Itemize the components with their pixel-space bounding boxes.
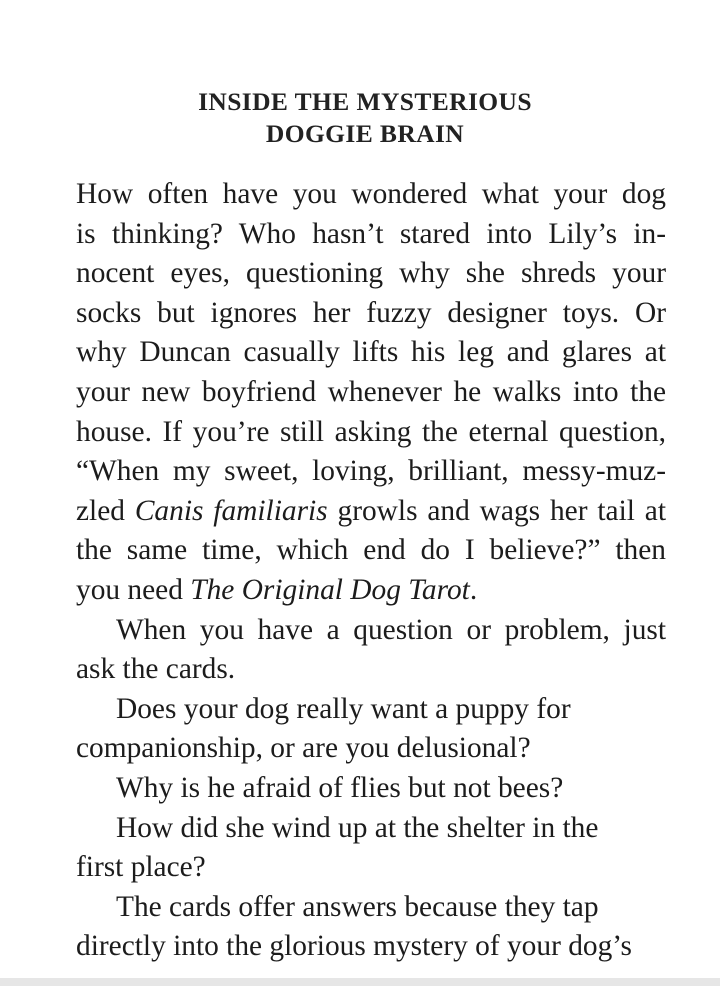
paragraph-2: [76, 611, 666, 651]
text-line: Does your dog really want a puppy for: [116, 692, 571, 725]
paragraph-3-cont: [76, 729, 666, 769]
text-line: companionship, or are you delusional?: [76, 732, 531, 765]
text-segment: growls and wags her tail at: [327, 494, 666, 527]
paragraph-1: [76, 175, 666, 611]
text-line: nocent eyes, questioning why she shreds your: [76, 257, 666, 290]
text-line: Why is he afraid of flies but not bees?: [116, 771, 564, 804]
paragraph-6-cont: [76, 927, 666, 967]
text-line: “When my sweet, loving, brilliant, messy-muz-: [76, 455, 666, 488]
text-line: directly into the glorious mystery of your dog’s: [76, 930, 632, 963]
text-line: How often have you wondered what your dog: [76, 178, 666, 210]
page-bottom-edge: [0, 978, 720, 986]
paragraph-5-cont: [76, 848, 666, 888]
text-line: is thinking? Who hasn’t stared into Lily’s in-: [76, 217, 666, 250]
text-line: [76, 492, 666, 532]
paragraph-5: [76, 809, 666, 849]
paragraph-4: [76, 769, 666, 809]
text-line: ask the cards.: [76, 653, 236, 686]
text-segment: .: [469, 573, 478, 606]
chapter-heading-line-2: DOGGIE BRAIN: [265, 119, 465, 148]
text-line: socks but ignores her fuzzy designer toys. Or: [76, 296, 666, 329]
text-line: the same time, which end do I believe?” then: [76, 534, 666, 567]
text-line: your new boyfriend whenever he walks into the: [76, 375, 666, 408]
paragraph-2-cont: [76, 650, 666, 690]
text-line: The cards offer answers because they tap: [116, 890, 599, 923]
text-line: house. If you’re still asking the eternal question,: [76, 415, 666, 448]
body-text: [76, 175, 666, 967]
chapter-heading-line-1: INSIDE THE MYSTERIOUS: [198, 87, 532, 116]
text-line: [76, 571, 666, 611]
paragraph-6: [76, 888, 666, 928]
text-line: first place?: [76, 851, 206, 884]
text-line: why Duncan casually lifts his leg and glares at: [76, 336, 666, 369]
text-segment: you need: [76, 573, 191, 606]
text-segment: zled: [76, 494, 135, 527]
paragraph-3: [76, 690, 666, 730]
text-line: When you have a question or problem, just: [116, 613, 666, 646]
italic-species-name: Canis familiaris: [134, 494, 328, 527]
text-line: How did she wind up at the shelter in the: [116, 811, 599, 844]
italic-book-title: The Original Dog Tarot: [190, 573, 470, 606]
